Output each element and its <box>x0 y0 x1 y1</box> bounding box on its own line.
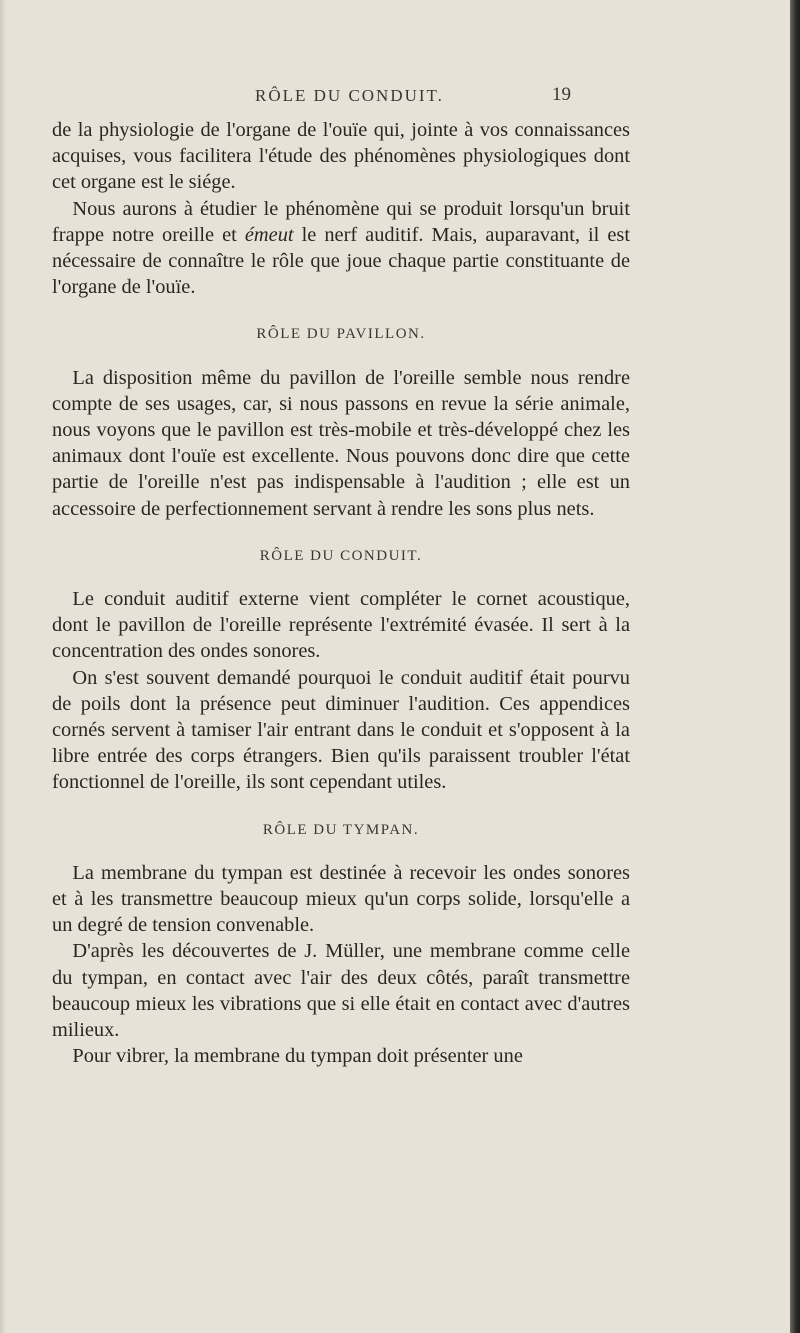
paragraph <box>52 665 630 796</box>
section-heading: RÔLE DU TYMPAN. <box>262 821 420 838</box>
body-text <box>52 117 630 1070</box>
text-run: le nerf auditif. Mais, auparavant, il est nécessaire de connaître le rôle que joue chaque partie constituante de l'organe de l'ouïe. <box>52 223 631 299</box>
text-run: D'après les découvertes de J. Müller, une membrane comme celle du tympan, en contact avec l'air des deux côtés, paraît transmettre beaucoup mieux les vibrations que si elle était en contact avec d'autres milieux. <box>52 940 630 1042</box>
paragraph <box>52 586 630 665</box>
text-run: La membrane du tympan est destinée à recevoir les ondes sonores et à les transmettre beaucoup mieux qu'un corps solide, lorsqu'elle a un degré de tension convenable. <box>52 861 630 937</box>
page-number: 19 <box>552 84 571 105</box>
paragraph <box>52 1043 630 1069</box>
page-left-shadow <box>0 0 6 1333</box>
text-run: La disposition même du pavillon de l'oreille semble nous rendre compte de ses usages, car, si nous passons en revue la série animale, nous voyons que le pavillon est très-mobile et très-développé chez les animaux dont l'ouïe est excellente. Nous pouvons donc dire que cette partie de l'oreille n'est pas indispensable à l'audition ; elle est un accessoire de perfectionnement servant à rendre les sons plus nets. <box>52 366 630 520</box>
text-run: Nous aurons à étudier le phénomène qui se produit lorsqu'un bruit frappe notre oreille et <box>52 197 630 246</box>
text-run: Pour vibrer, la membrane du tympan doit présenter une <box>72 1045 523 1068</box>
section-heading: RÔLE DU PAVILLON. <box>256 326 426 343</box>
paragraph <box>52 117 630 196</box>
section-heading: RÔLE DU CONDUIT. <box>259 547 423 564</box>
text-run: Le conduit auditif externe vient compléter le cornet acoustique, dont le pavillon de l'oreille représente l'extrémité évasée. Il sert à la concentration des ondes sonores. <box>52 588 630 663</box>
paragraph <box>52 365 630 522</box>
emphasized-text: émeut <box>244 223 294 246</box>
book-edge <box>790 0 800 1333</box>
paragraph <box>52 196 630 301</box>
text-run: On s'est souvent demandé pourquoi le conduit auditif était pourvu de poils dont la présence peut diminuer l'audition. Ces appendices cornés servent à tamiser l'air entrant dans le conduit et s'opposent à la libre entrée des corps étrangers. Bien qu'ils paraissent troubler l'état fonctionnel de l'oreille, ils sont cependant utiles. <box>52 666 630 794</box>
text-run: de la physiologie de l'organe de l'ouïe qui, jointe à vos connaissances acquises, vous facilitera l'étude des phénomènes physiologiques dont cet organe est le siége. <box>52 119 630 194</box>
paragraph <box>52 938 630 1043</box>
paragraph <box>52 860 630 939</box>
running-head: RÔLE DU CONDUIT. <box>255 86 444 105</box>
